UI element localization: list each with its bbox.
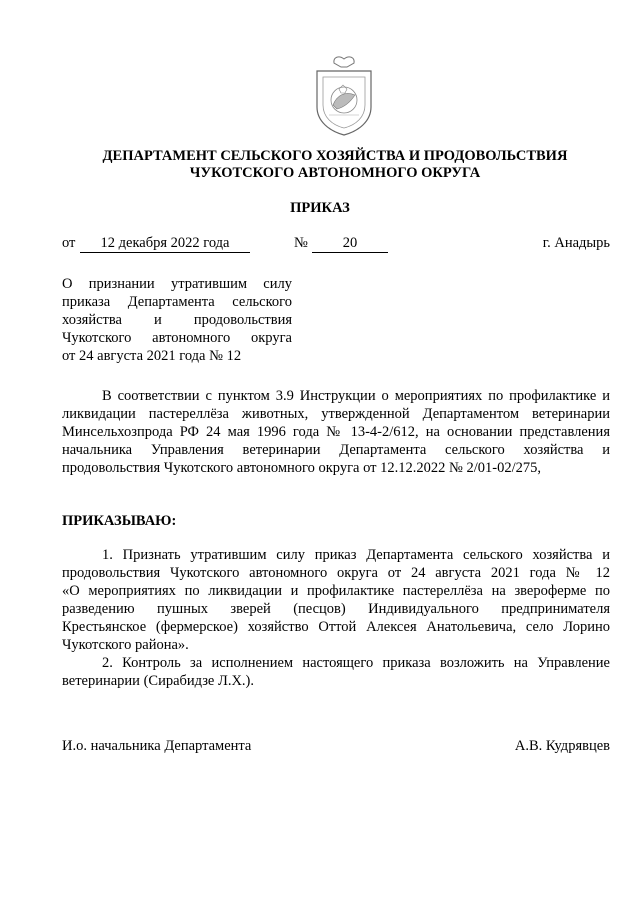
order-item-1 — [62, 546, 610, 654]
item-1-line: 1. Признать утратившим силу приказ Департамента сельского хозяйства и — [102, 547, 610, 563]
signatory-name: А.В. Кудрявцев — [514, 738, 610, 754]
subject-line: Чукотского автономного округа — [62, 330, 292, 346]
preamble-line: продовольствия Чукотского автономного округа от 12.12.2022 № 2/01-02/275, — [62, 460, 541, 476]
document-title: ПРИКАЗ — [290, 200, 350, 216]
preamble-paragraph — [62, 387, 610, 477]
item-1-line: Крестьянское (фермерское) хозяйство Оттой Алексея Анатольевича, село Лорино — [62, 619, 610, 635]
coat-of-arms-icon — [309, 55, 379, 137]
subject-block — [62, 275, 292, 365]
subject-line: хозяйства и продовольствия — [62, 312, 292, 328]
item-2-line: ветеринарии (Сирабидзе Л.Х.). — [62, 673, 255, 689]
preamble-line: Минсельхозпрода РФ 24 мая 1996 года № 13-4-2/612, на основании представления — [62, 424, 610, 440]
item-1-line: продовольствия Чукотского автономного округа от 24 августа 2021 года № 12 — [62, 565, 610, 581]
signatory-position: И.о. начальника Департамента — [62, 738, 252, 754]
preamble-line: начальника Управления ветеринарии Департамента сельского хозяйства и — [62, 442, 610, 458]
header-line-1: ДЕПАРТАМЕНТ СЕЛЬСКОГО ХОЗЯЙСТВА И ПРОДОВОЛЬСТВИЯ — [102, 148, 568, 164]
item-1-line: разведению пушных зверей (песцов) Индивидуального предпринимателя — [62, 601, 610, 617]
preamble-line: ликвидации пастереллёза животных, утвержденной Департаментом ветеринарии — [62, 406, 610, 422]
department-header — [40, 148, 630, 182]
document-date: 12 декабря 2022 года — [80, 235, 250, 253]
city: г. Анадырь — [542, 235, 610, 251]
preamble-line: В соответствии с пунктом 3.9 Инструкции о мероприятиях по профилактике и — [102, 388, 610, 404]
order-item-2 — [62, 654, 610, 690]
item-1-line: Чукотского района». — [62, 637, 189, 653]
subject-line: от 24 августа 2021 года № 12 — [62, 348, 242, 364]
item-1-line: «О мероприятиях по ликвидации и профилактике пастереллёза на звероферме по — [62, 583, 610, 599]
from-label: от — [62, 235, 76, 251]
item-2-line: 2. Контроль за исполнением настоящего приказа возложить на Управление — [102, 655, 610, 671]
subject-line: приказа Департамента сельского — [62, 294, 292, 310]
subject-line: О признании утратившим силу — [62, 276, 292, 292]
header-line-2: ЧУКОТСКОГО АВТОНОМНОГО ОКРУГА — [189, 165, 481, 181]
document-meta-row — [62, 235, 610, 255]
number-label: № — [294, 235, 308, 251]
order-word: ПРИКАЗЫВАЮ: — [62, 513, 177, 529]
document-number: 20 — [312, 235, 388, 253]
